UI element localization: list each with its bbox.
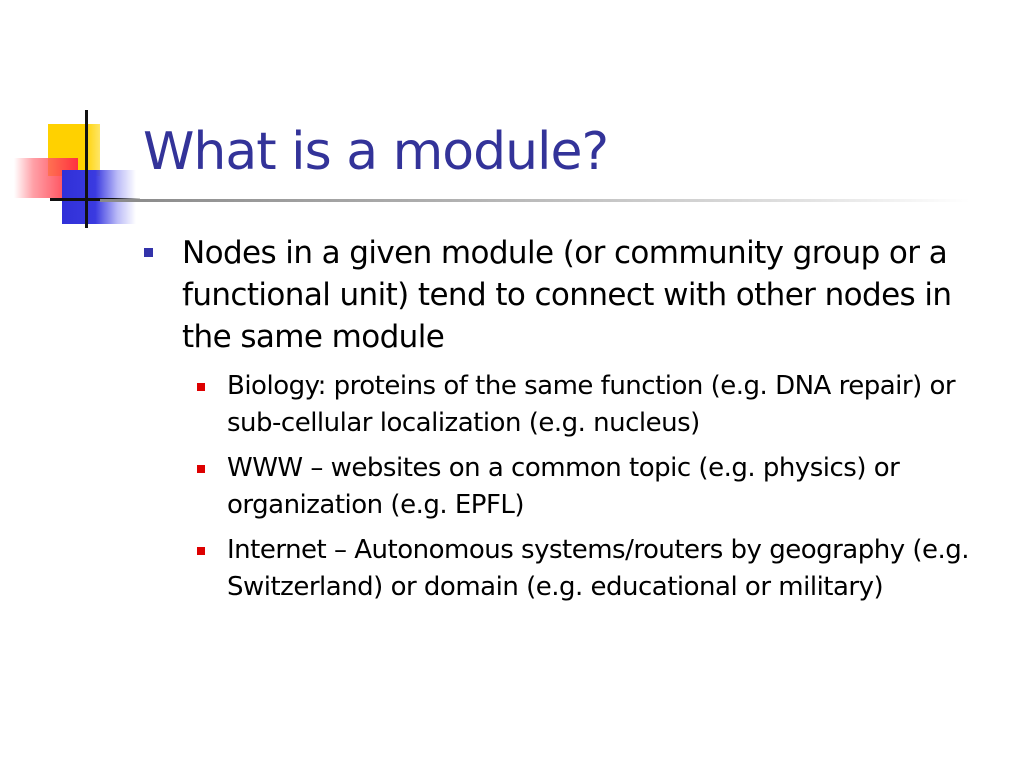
logo-vertical-line: [85, 110, 88, 228]
sub-bullet-internet: [140, 532, 980, 606]
sub-bullet-list: [140, 368, 980, 606]
bullet-level1-text: Nodes in a given module (or community group or a functional unit) tend to connect with other nodes in the same module: [182, 235, 952, 355]
slide-title: What is a module?: [143, 122, 609, 182]
slide-content: [140, 232, 980, 614]
sub-bullet-text: Internet – Autonomous systems/routers by geography (e.g. Switzerland) or domain (e.g. educational or military): [227, 535, 970, 602]
sub-bullet-www: [140, 450, 980, 524]
logo-blue-square: [62, 170, 136, 224]
red-square-bullet-icon: [197, 383, 205, 391]
blue-square-bullet-icon: [144, 248, 153, 257]
bullet-level1: [140, 232, 980, 358]
sub-bullet-biology: [140, 368, 980, 442]
red-square-bullet-icon: [197, 465, 205, 473]
sub-bullet-text: WWW – websites on a common topic (e.g. physics) or organization (e.g. EPFL): [227, 453, 900, 520]
title-underline: [100, 199, 970, 202]
sub-bullet-text: Biology: proteins of the same function (e.g. DNA repair) or sub-cellular localization (e.g. nucleus): [227, 371, 956, 438]
red-square-bullet-icon: [197, 547, 205, 555]
